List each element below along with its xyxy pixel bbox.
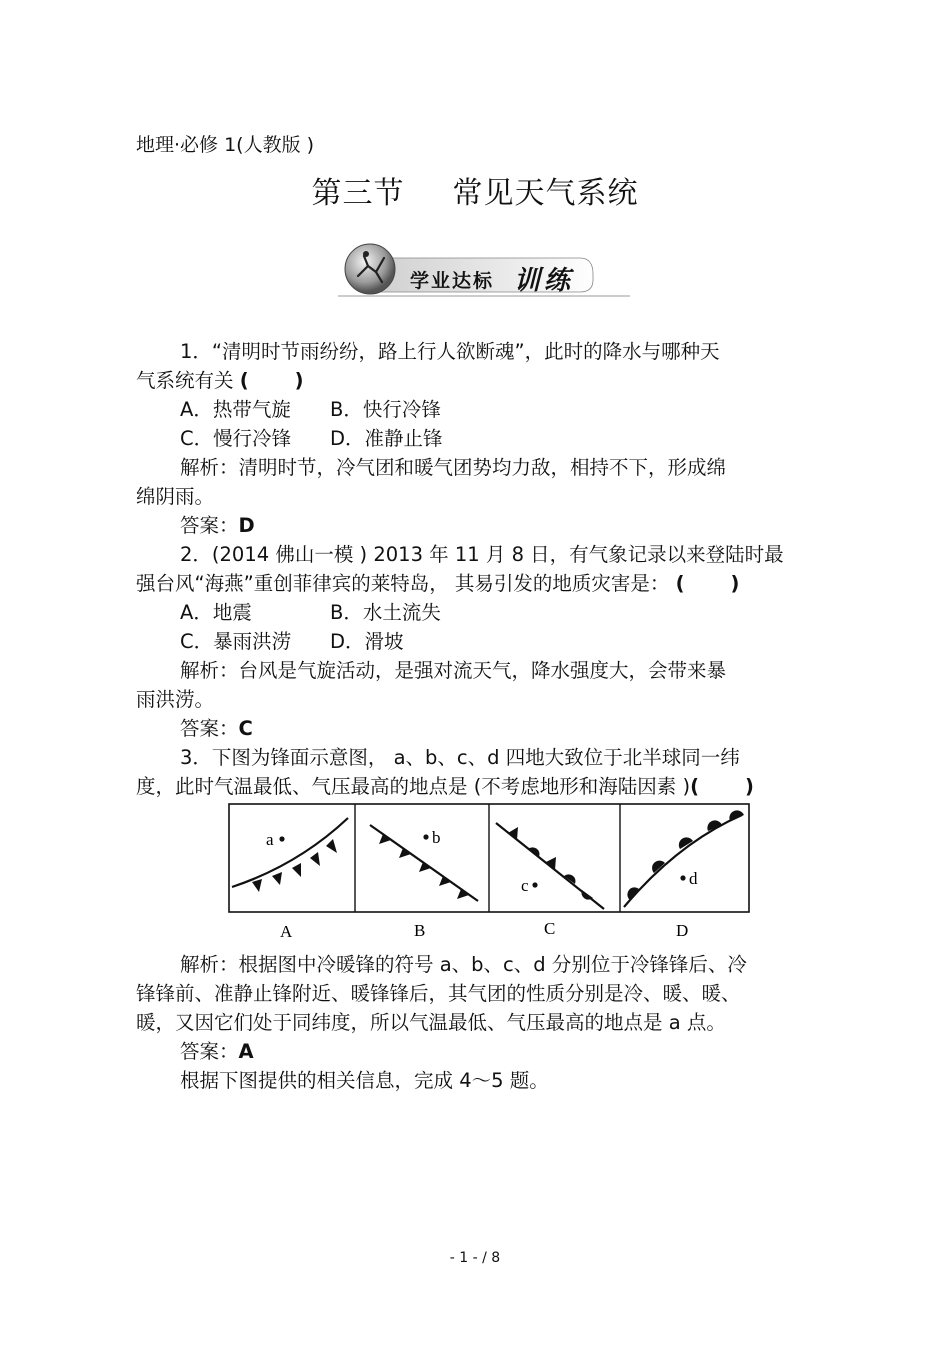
q1-option-a: A．热带气旋 — [180, 398, 291, 421]
q3-stem-line1: 3．下图为锋面示意图， a、b、c、d 四地大致位于北半球同一纬 — [180, 746, 740, 769]
q1-option-b: B．快行冷锋 — [330, 398, 441, 421]
q3-answer: 答案：A — [180, 1040, 254, 1063]
q1-options-row1 — [180, 395, 580, 424]
section-number: 第三节 — [311, 176, 405, 211]
q2-stem-line2: 强台风“海燕”重创菲律宾的莱特岛， 其易引发的地质灾害是： ( ) — [136, 572, 740, 595]
page-header: 地理·必修 1(人教版 ) — [136, 134, 315, 156]
q1-analysis-line1: 解析：清明时节，冷气团和暖气团势均力敌，相持不下，形成绵 — [180, 456, 727, 479]
panel-c-stationary-front — [496, 823, 604, 909]
panel-label-b: B — [414, 921, 426, 940]
q1-options-row2 — [180, 424, 580, 453]
badge-text: 学业达标 — [410, 270, 495, 292]
q2-analysis-line2: 雨洪涝。 — [136, 688, 215, 711]
q2-option-d: D．滑坡 — [330, 630, 404, 653]
section-name: 常见天气系统 — [452, 176, 639, 211]
panel-d-warm-front — [624, 810, 744, 907]
q1-option-c: C．慢行冷锋 — [180, 427, 292, 450]
page-number: - 1 - / 8 — [449, 1250, 501, 1266]
q45-intro: 根据下图提供的相关信息，完成 4～5 题。 — [180, 1069, 549, 1092]
training-badge — [318, 236, 638, 306]
q2-option-c: C．暴雨洪涝 — [180, 630, 292, 653]
q2-options-row1 — [180, 598, 580, 627]
point-c-label: c — [521, 876, 529, 895]
panel-label-c: C — [544, 919, 556, 938]
panel-a-cold-front — [232, 818, 348, 892]
q3-stem-line2: 度，此时气温最低、气压最高的地点是 (不考虑地形和海陆因素 )( ) — [136, 775, 754, 798]
front-diagram — [228, 803, 750, 943]
badge-accent: 训练 — [514, 266, 575, 296]
panel-label-a: A — [280, 922, 293, 941]
q2-answer: 答案：C — [180, 717, 253, 740]
q3-analysis-line1: 解析：根据图中冷暖锋的符号 a、b、c、d 分别位于冷锋锋后、冷 — [180, 953, 747, 976]
section-title — [0, 168, 950, 212]
q1-stem-line1: 1．“清明时节雨纷纷，路上行人欲断魂”，此时的降水与哪种天 — [180, 340, 720, 363]
q2-option-a: A．地震 — [180, 601, 252, 624]
q2-stem-line1: 2．(2014 佛山一模 ) 2013 年 11 月 8 日，有气象记录以来登陆时最 — [180, 543, 784, 566]
q2-options-row2 — [180, 627, 580, 656]
q2-option-b: B．水土流失 — [330, 601, 441, 624]
point-d-label: d — [689, 869, 698, 888]
q3-analysis-line3: 暖，又因它们处于同纬度，所以气温最低、气压最高的地点是 a 点。 — [136, 1011, 726, 1034]
point-a-label: a — [266, 830, 274, 849]
q1-answer: 答案：D — [180, 514, 255, 537]
point-b-label: b — [432, 828, 441, 847]
q1-option-d: D．准静止锋 — [330, 427, 443, 450]
panel-label-d: D — [676, 921, 689, 940]
q1-stem-line2: 气系统有关 ( ) — [136, 369, 304, 392]
q3-analysis-line2: 锋锋前、准静止锋附近、暖锋锋后，其气团的性质分别是冷、暖、暖、 — [136, 982, 741, 1005]
q2-analysis-line1: 解析：台风是气旋活动，是强对流天气，降水强度大，会带来暴 — [180, 659, 727, 682]
q1-analysis-line2: 绵阴雨。 — [136, 485, 215, 508]
